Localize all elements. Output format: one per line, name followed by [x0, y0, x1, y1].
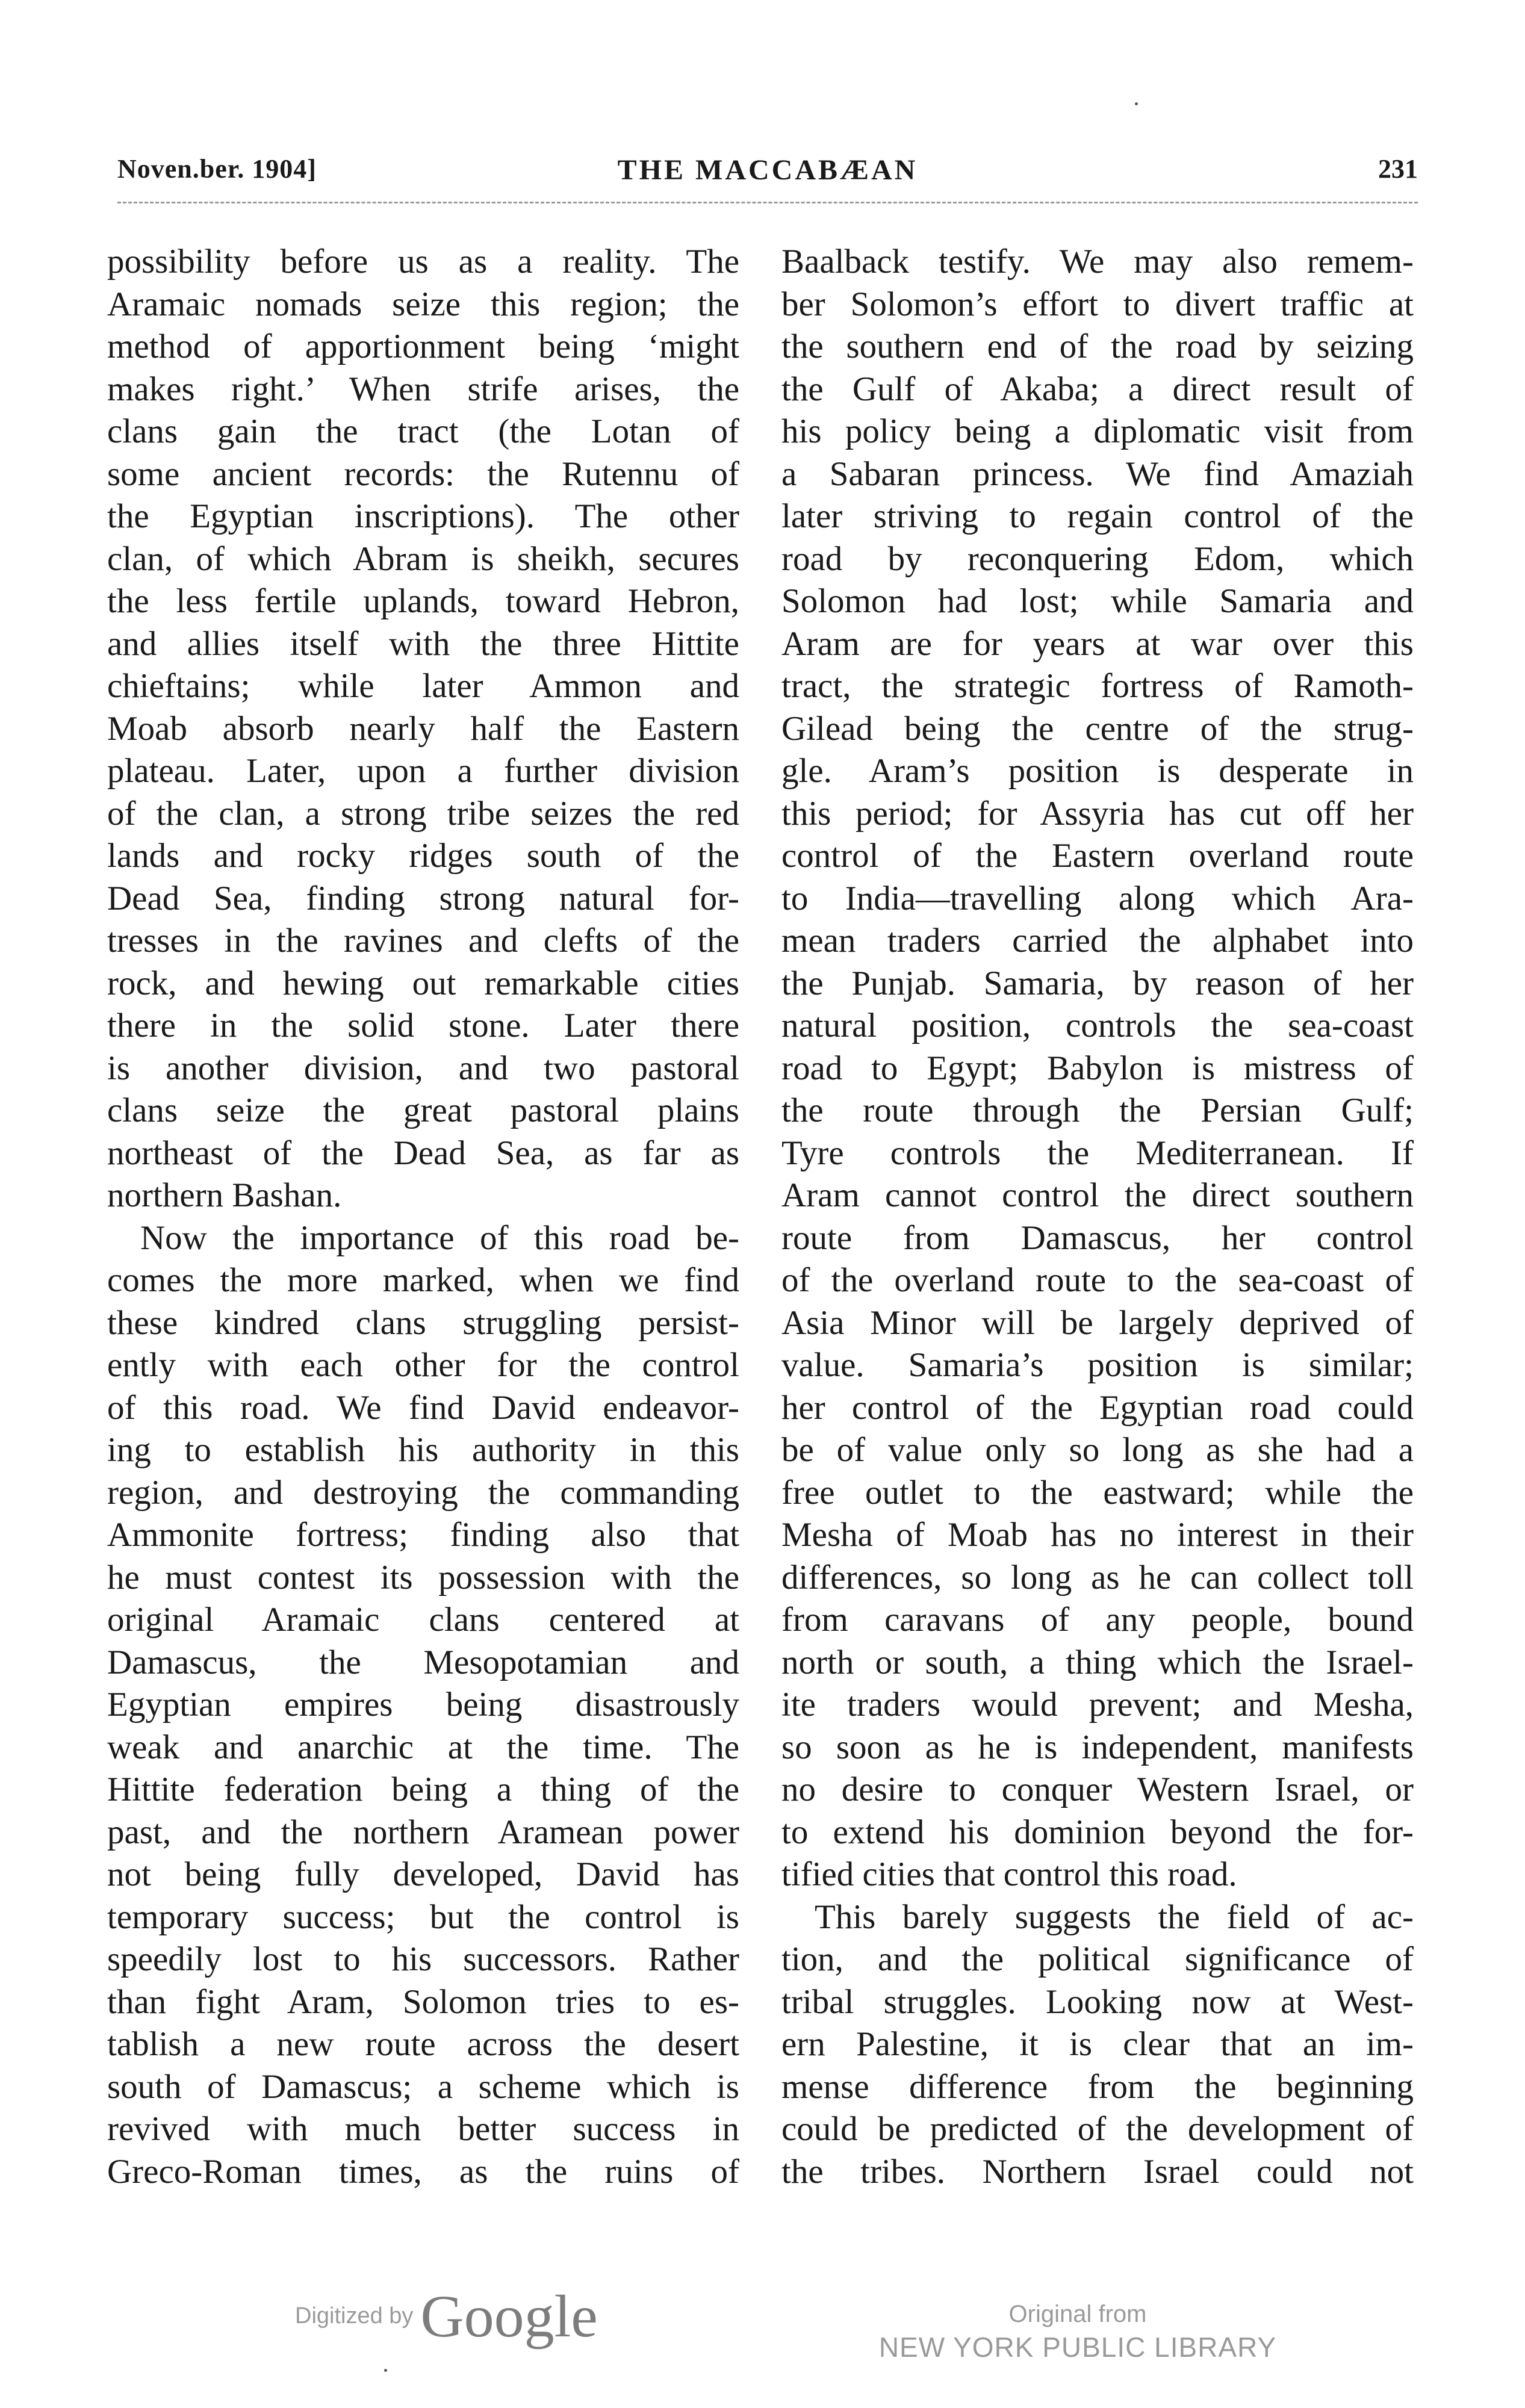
right-column — [781, 241, 1414, 2193]
text-line: north or south, a thing which the Israel- — [781, 1643, 1414, 1681]
text-line: ently with each other for the control — [107, 1346, 739, 1384]
text-line: road to Egypt; Babylon is mistress of — [781, 1049, 1414, 1087]
text-line: northeast of the Dead Sea, as far as — [107, 1134, 739, 1172]
text-line: of the clan, a strong tribe seizes the red — [107, 794, 739, 833]
text-line: is another division, and two pastoral — [107, 1049, 739, 1087]
text-line: and allies itself with the three Hittite — [107, 624, 739, 663]
text-line: past, and the northern Aramean power — [107, 1813, 739, 1851]
text-line: later striving to regain control of the — [781, 497, 1414, 535]
text-line: from caravans of any people, bound — [781, 1601, 1414, 1639]
text-line: Gilead being the centre of the strug- — [781, 709, 1414, 748]
text-line: Aram cannot control the direct southern — [781, 1176, 1414, 1214]
text-line: the less fertile uplands, toward Hebron, — [107, 582, 739, 620]
text-line: the tribes. Northern Israel could not — [781, 2152, 1414, 2191]
text-line: so soon as he is independent, manifests — [781, 1728, 1414, 1766]
digitized-by-watermark — [295, 2282, 598, 2351]
text-line: could be predicted of the development of — [781, 2110, 1414, 2148]
text-line: road by reconquering Edom, which — [781, 539, 1414, 578]
text-line: tablish a new route across the desert — [107, 2025, 739, 2063]
text-line: the Gulf of Akaba; a direct result of — [781, 370, 1414, 408]
text-line: Now the importance of this road be- — [140, 1218, 739, 1257]
header-rule — [117, 202, 1418, 203]
text-line: the route through the Persian Gulf; — [781, 1091, 1414, 1129]
text-line: comes the more marked, when we find — [107, 1261, 739, 1299]
speck — [1135, 102, 1138, 105]
text-line: not being fully developed, David has — [107, 1855, 739, 1893]
text-line: Moab absorb nearly half the Eastern — [107, 709, 739, 748]
text-line: there in the solid stone. Later there — [107, 1007, 739, 1044]
text-line: clans seize the great pastoral plains — [107, 1091, 739, 1129]
text-line: temporary success; but the control is — [107, 1898, 739, 1936]
text-line: Baalback testify. We may also remem- — [781, 243, 1414, 281]
text-line: Dead Sea, finding strong natural for- — [107, 879, 739, 917]
library-name: NEW YORK PUBLIC LIBRARY — [878, 2332, 1277, 2363]
text-line: to extend his dominion beyond the for- — [781, 1813, 1414, 1851]
text-line: no desire to conquer Western Israel, or — [781, 1770, 1414, 1808]
text-line: Ammonite fortress; finding also that — [107, 1516, 739, 1554]
text-line: original Aramaic clans centered at — [107, 1601, 739, 1639]
original-from-label: Original from — [1008, 2301, 1147, 2327]
text-line: speedily lost to his successors. Rather — [107, 1940, 739, 1978]
library-attribution — [867, 2298, 1288, 2365]
text-line: clan, of which Abram is sheikh, secures — [107, 539, 739, 578]
text-line: ern Palestine, it is clear that an im- — [781, 2025, 1414, 2063]
text-line: of the overland route to the sea-coast of — [781, 1261, 1414, 1299]
text-line: tified cities that control this road. — [781, 1855, 1237, 1893]
text-line: control of the Eastern overland route — [781, 837, 1414, 875]
text-line: weak and anarchic at the time. The — [107, 1728, 739, 1766]
text-line: ber Solomon’s effort to divert traffic at — [781, 285, 1414, 323]
text-line: south of Damascus; a scheme which is — [107, 2067, 739, 2106]
text-line: the Punjab. Samaria, by reason of her — [781, 964, 1414, 1002]
text-line: Egyptian empires being disastrously — [107, 1686, 739, 1724]
text-line: plateau. Later, upon a further division — [107, 752, 739, 790]
text-line: differences, so long as he can collect toll — [781, 1558, 1414, 1597]
text-line: region, and destroying the commanding — [107, 1473, 739, 1512]
text-line: natural position, controls the sea-coast — [781, 1007, 1414, 1044]
text-line: lands and rocky ridges south of the — [107, 837, 739, 875]
text-line: Aram are for years at war over this — [781, 624, 1414, 663]
text-line: be of value only so long as she had a — [781, 1431, 1414, 1469]
text-line: route from Damascus, her control — [781, 1218, 1414, 1257]
text-line: tract, the strategic fortress of Ramoth- — [781, 667, 1414, 705]
text-line: tribal struggles. Looking now at West- — [781, 1982, 1414, 2021]
text-line: Hittite federation being a thing of the — [107, 1770, 739, 1808]
text-line: ing to establish his authority in this — [107, 1431, 739, 1469]
text-line: possibility before us as a reality. The — [107, 243, 739, 281]
text-line: than fight Aram, Solomon tries to es- — [107, 1982, 739, 2021]
text-line: free outlet to the eastward; while the — [781, 1473, 1414, 1512]
journal-title: THE MACCABÆAN — [617, 154, 918, 186]
speck — [384, 2369, 387, 2372]
text-line: her control of the Egyptian road could — [781, 1388, 1414, 1427]
text-line: Aramaic nomads seize this region; the — [107, 285, 739, 323]
text-line: to India—travelling along which Ara- — [781, 879, 1414, 917]
text-line: value. Samaria’s position is similar; — [781, 1346, 1414, 1384]
page-number: 231 — [1378, 154, 1418, 184]
google-logo: Google — [420, 2283, 598, 2350]
text-line: This barely suggests the field of ac- — [815, 1898, 1414, 1936]
text-line: mense difference from the beginning — [781, 2067, 1414, 2106]
text-line: mean traders carried the alphabet into — [781, 922, 1414, 960]
text-line: Greco-Roman times, as the ruins of — [107, 2152, 739, 2191]
text-line: revived with much better success in — [107, 2110, 739, 2148]
text-line: Solomon had lost; while Samaria and — [781, 582, 1414, 620]
text-line: tion, and the political significance of — [781, 1940, 1414, 1978]
header-date: Noven.ber. 1904] — [117, 154, 317, 184]
text-line: the Egyptian inscriptions). The other — [107, 497, 739, 535]
text-line: the southern end of the road by seizing — [781, 327, 1414, 365]
text-line: gle. Aram’s position is desperate in — [781, 752, 1414, 790]
text-line: of this road. We find David endeavor- — [107, 1388, 739, 1427]
text-line: northern Bashan. — [107, 1176, 342, 1214]
left-column — [107, 241, 739, 2193]
text-line: makes right.’ When strife arises, the — [107, 370, 739, 408]
text-line: clans gain the tract (the Lotan of — [107, 412, 739, 450]
text-line: rock, and hewing out remarkable cities — [107, 964, 739, 1002]
text-line: Damascus, the Mesopotamian and — [107, 1643, 739, 1681]
text-line: Tyre controls the Mediterranean. If — [781, 1134, 1414, 1172]
text-line: a Sabaran princess. We find Amaziah — [781, 455, 1414, 493]
text-line: ite traders would prevent; and Mesha, — [781, 1686, 1414, 1724]
running-header — [117, 154, 1418, 196]
text-line: he must contest its possession with the — [107, 1558, 739, 1597]
text-line: method of apportionment being ‘might — [107, 327, 739, 365]
text-line: his policy being a diplomatic visit from — [781, 412, 1414, 450]
text-line: Asia Minor will be largely deprived of — [781, 1303, 1414, 1342]
text-line: some ancient records: the Rutennu of — [107, 455, 739, 493]
text-line: these kindred clans struggling persist- — [107, 1303, 739, 1342]
text-line: Mesha of Moab has no interest in their — [781, 1516, 1414, 1554]
text-line: chieftains; while later Ammon and — [107, 667, 739, 705]
text-line: this period; for Assyria has cut off her — [781, 794, 1414, 833]
digitized-by-label: Digitized by — [295, 2303, 414, 2329]
text-line: tresses in the ravines and clefts of the — [107, 922, 739, 960]
